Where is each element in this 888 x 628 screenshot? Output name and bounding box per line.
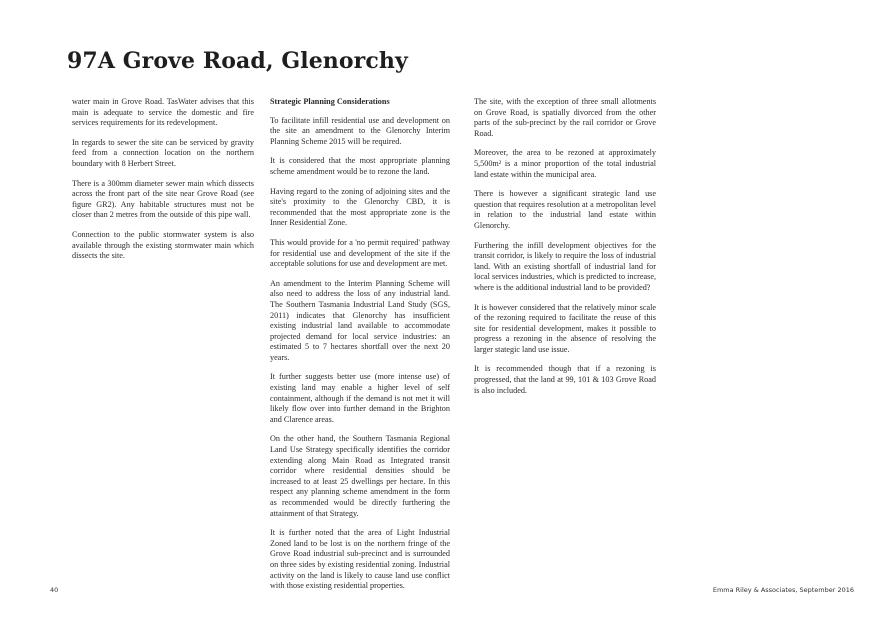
paragraph: It further suggests better use (more intense use) of existing land may enable a higher level of self containment, although if the demand is not met it will likely flow over into further demand in the Brighton and Clarence areas. [270, 372, 450, 424]
paragraph: There is however a significant strategic land use question that requires resolution at a metropolitan level in relation to the industrial land estate within Glenorchy. [474, 189, 656, 230]
paragraph: Furthering the infill development objectives for the transit corridor, is likely to require the loss of industrial land. With an existing shortfall of industrial land for local services industries, which is predicted to increase, where is the additional industrial land to be provided? [474, 240, 656, 292]
paragraph: It is recommended though that if a rezoning is progressed, that the land at 99, 101 & 103 Grove Road is also included. [474, 364, 656, 395]
paragraph: It is however considered that the relatively minor scale of the rezoning required to facilitate the reuse of this site for residential development, makes it possible to progress a rezoning in the absence of resolving the larger stategic land use issue. [474, 302, 656, 354]
text-column-1 [72, 97, 254, 271]
paragraph: This would provide for a 'no permit required' pathway for residential use and development of the site if the acceptable solutions for use and development are met. [270, 237, 450, 269]
text-column-3 [474, 97, 656, 405]
paragraph: It is further noted that the area of Light Industrial Zoned land to be lost is on the northern fringe of the Grove Road industrial sub-precinct and is surrounded on three sides by existing residential zoning. Industrial activity on the land is likely to cause land use conflict with those existing residential properties. [270, 528, 450, 591]
paragraph: Having regard to the zoning of adjoining sites and the site's proximity to the Glenorchy CBD, it is recommended that the most appropriate zone is the Inner Residential Zone. [270, 186, 450, 228]
page-title: 97A Grove Road, Glenorchy [67, 48, 408, 74]
section-heading: Strategic Planning Considerations [270, 97, 390, 106]
paragraph: water main in Grove Road. TasWater advises that this main is adequate to service the domestic and fire services requirements for its redevelopment. [72, 97, 254, 128]
page-number: 40 [50, 586, 59, 594]
paragraph: On the other hand, the Southern Tasmania Regional Land Use Strategy specifically identifies the corridor extending along Main Road as Integrated transit corridor where residential densities should be increased to at least 25 dwellings per hectare. In this respect any planning scheme amendment in the form as recommended would be directly furthering the attainment of that Strategy. [270, 434, 450, 518]
paragraph: The site, with the exception of three small allotments on Grove Road, is spatially divorced from the other parts of the sub-precinct by the rail corridor or Grove Road. [474, 97, 656, 138]
footer-credit: Emma Riley & Associates, September 2016 [712, 586, 854, 594]
paragraph: Moreover, the area to be rezoned at approximately 5,500m² is a minor proportion of the total industrial land estate within the municipal area. [474, 148, 656, 179]
paragraph: It is considered that the most appropriate planning scheme amendment would be to rezone the land. [270, 156, 450, 176]
paragraph: To facilitate infill residential use and development on the site an amendment to the Glenorchy Interim Planning Scheme 2015 will be required. [270, 115, 450, 146]
paragraph: An amendment to the Interim Planning Scheme will also need to address the loss of any industrial land. The Southern Tasmania Industrial Land Study (SGS, 2011) indicates that Glenorchy has insufficient existing industrial land available to accommodate projected demand for local service industries: an estimated 5 to 7 hectares shortfall over the next 20 years. [270, 278, 450, 362]
text-column-2 [270, 97, 450, 601]
paragraph: In regards to sewer the site can be serviced by gravity feed from a connection location on the northern boundary with 8 Herbert Street. [72, 137, 254, 168]
paragraph: Connection to the public stormwater system is also available through the existing stormwater main which dissects the site. [72, 229, 254, 261]
paragraph: There is a 300mm diameter sewer main which dissects across the front part of the site near Grove Road (see figure GR2). Any habitable structures must not be closer than 2 metres from the outside of this pipe wall. [72, 178, 254, 220]
